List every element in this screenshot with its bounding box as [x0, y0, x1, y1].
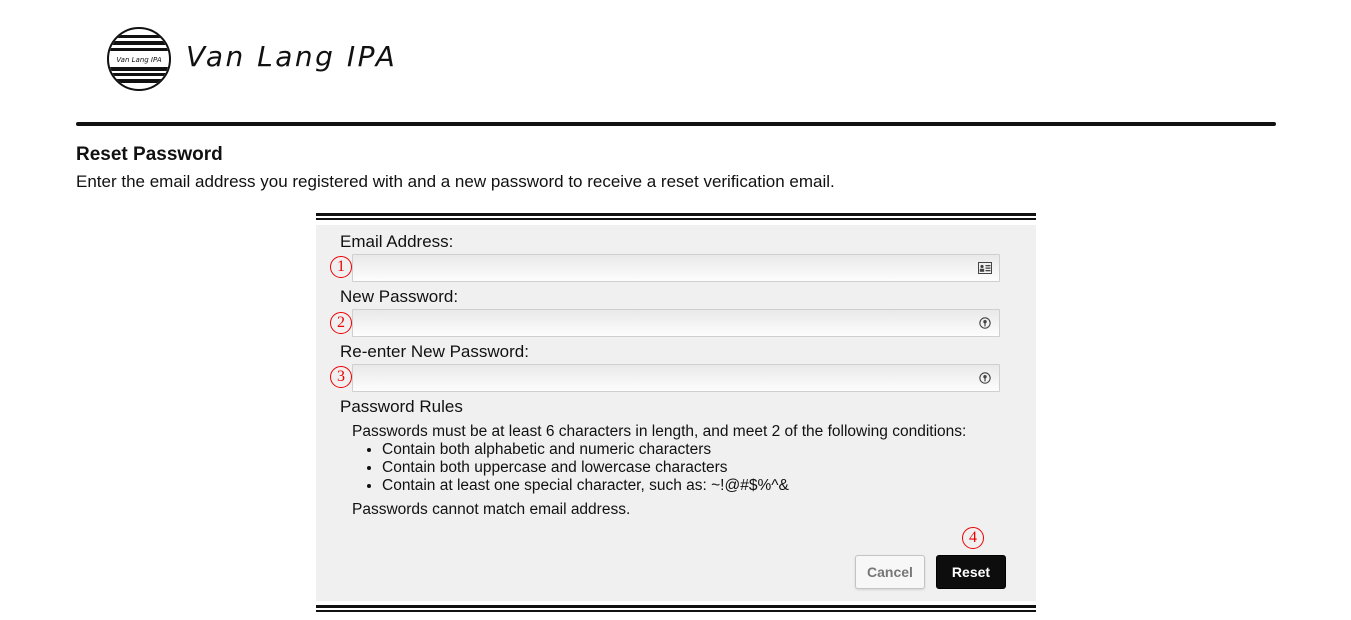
brand-name: Van Lang IPA: [186, 40, 398, 73]
reenter-password-field[interactable]: [352, 364, 1000, 392]
svg-text:Van Lang IPA: Van Lang IPA: [116, 56, 162, 64]
step-marker-2: 2: [330, 312, 352, 334]
new-password-field[interactable]: [352, 309, 1000, 337]
new-password-input[interactable]: [353, 310, 985, 336]
password-rules-note: Passwords cannot match email address.: [352, 501, 631, 518]
form-top-divider: [316, 213, 1036, 220]
email-label: Email Address:: [340, 232, 454, 251]
reset-button[interactable]: Reset: [936, 555, 1006, 589]
page-title: Reset Password: [76, 144, 223, 165]
step-marker-1: 1: [330, 256, 352, 278]
password-key-icon[interactable]: [978, 372, 992, 384]
new-password-label: New Password:: [340, 287, 459, 306]
reset-form-panel: [316, 225, 1036, 601]
reenter-password-label: Re-enter New Password:: [340, 342, 529, 361]
contact-card-icon[interactable]: [978, 262, 992, 274]
page-subtitle: Enter the email address you registered with and a new password to receive a reset verification email.: [76, 172, 835, 191]
form-bottom-divider: [316, 605, 1036, 612]
list-item: • Contain at least one special character, such as: ~!@#$%^&: [382, 477, 789, 495]
list-item: • Contain both uppercase and lowercase characters: [382, 459, 789, 477]
email-field[interactable]: [352, 254, 1000, 282]
cancel-button[interactable]: Cancel: [855, 555, 925, 589]
van-lang-ipa-logo: [105, 26, 173, 92]
email-input[interactable]: [353, 255, 985, 281]
list-item: • Contain both alphabetic and numeric characters: [382, 441, 789, 459]
password-rules-title: Password Rules: [340, 397, 463, 416]
password-key-icon[interactable]: [978, 317, 992, 329]
password-rules-intro: Passwords must be at least 6 characters in length, and meet 2 of the following conditions:: [352, 423, 967, 440]
reenter-password-input[interactable]: [353, 365, 985, 391]
password-rules-list: [352, 441, 789, 495]
step-marker-4: 4: [962, 527, 984, 549]
step-marker-3: 3: [330, 366, 352, 388]
header-divider: [76, 122, 1276, 126]
